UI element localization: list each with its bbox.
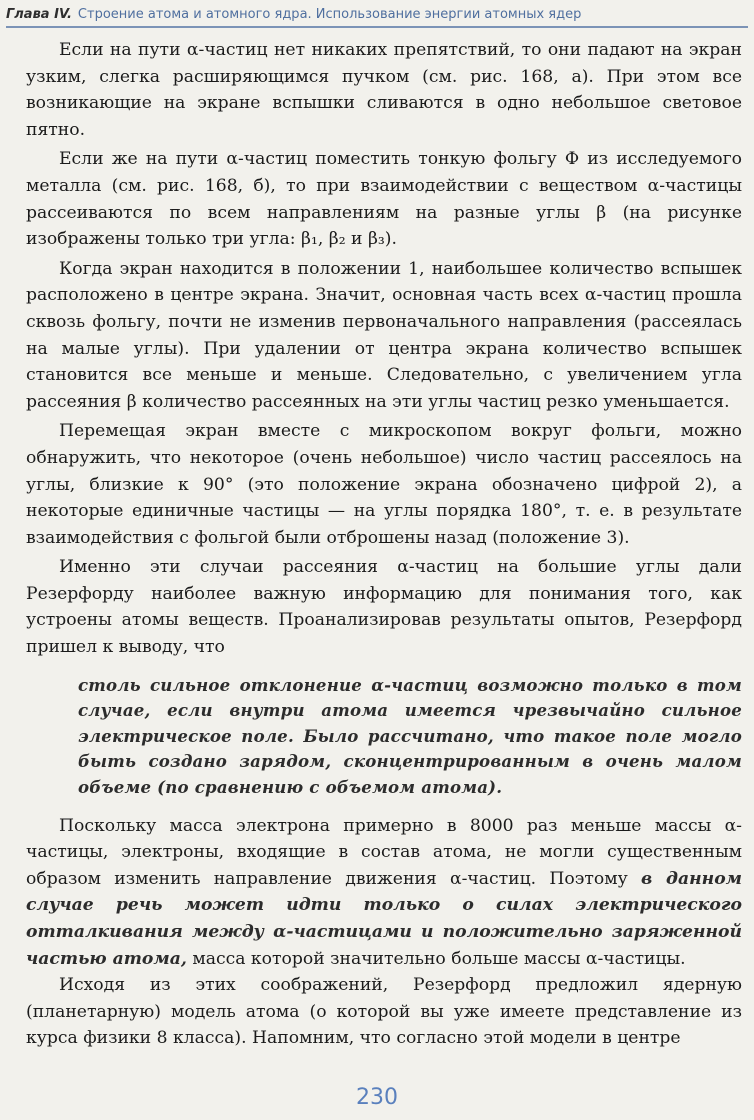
paragraph-6: [26, 813, 742, 973]
rutherford-conclusion: столь сильное отклонение α-частиц возможно только в том случае, если внутри атома имеется чрезвычайно сильное электрическое поле. Было рассчитано, что такое поле могло быть создано зарядом, сконцентрированным в очень малом объеме (по сравнению с объемом атома).: [78, 674, 742, 798]
running-head: [6, 4, 748, 28]
paragraph-2: Если же на пути α-частиц поместить тонкую фольгу Ф из исследуемого металла (см. рис. 168, б), то при взаимодействии с веществом α-частицы рассеиваются по всем направлениям на разные углы β (на рисунке изображены только три угла: β₁, β₂ и β₃).: [26, 149, 742, 250]
paragraph-4: Перемещая экран вместе с микроскопом вокруг фольги, можно обнаружить, что некоторое (очень небольшое) число частиц рассеялось на углы, близкие к 90° (это положение экрана обозначено цифрой 2), а некоторые единичные частицы — на углы порядка 180°, т. е. в результате взаимодействия с фольгой были отброшены назад (положение 3).: [26, 421, 742, 548]
paragraph-6-end: масса которой значительно больше массы α-частицы.: [192, 948, 686, 969]
chapter-title: Строение атома и атомного ядра. Использование энергии атомных ядер: [77, 7, 582, 22]
paragraph-5: Именно эти случаи рассеяния α-частиц на большие углы дали Резерфорду наиболее важную информацию для понимания того, как устроены атомы веществ. Проанализировав результаты опытов, Резерфорд пришел к выводу, что: [26, 557, 742, 658]
paragraph-1: Если на пути α-частиц нет никаких препятствий, то они падают на экран узким, слегка расширяющимся пучком (см. рис. 168, а). При этом все возникающие на экране вспышки сливаются в одно небольшое световое пятно.: [26, 40, 742, 140]
paragraph-3: Когда экран находится в положении 1, наибольшее количество вспышек расположено в центре экрана. Значит, основная часть всех α-частиц прошла сквозь фольгу, почти не изменив первоначального направления (рассеялась на малые углы). При удалении от центра экрана количество вспышек становится все меньше и меньше. Следовательно, с увеличением угла рассеяния β количество рассеянных на эти углы частиц резко уменьшается.: [26, 258, 742, 412]
chapter-label: Глава IV.: [6, 7, 72, 22]
paragraph-6-start: Поскольку масса электрона примерно в 8000 раз меньше массы α-частицы, электроны, входящие в состав атома, не могли существенным образом изменить направление движения α-частиц. Поэтому: [26, 815, 742, 889]
page-number: 230: [356, 1085, 398, 1110]
paragraph-7: Исходя из этих соображений, Резерфорд предложил ядерную (планетарную) модель атома (о которой вы уже имеете представление из курса физики 8 класса). Напомним, что согласно этой модели в центре: [26, 975, 742, 1049]
paragraph-6-emphasis: в данном случае речь может идти только о силах электрического отталкивания между α-частицами и положительно заряженной частью атома,: [26, 868, 742, 969]
main-text: [26, 37, 742, 1052]
